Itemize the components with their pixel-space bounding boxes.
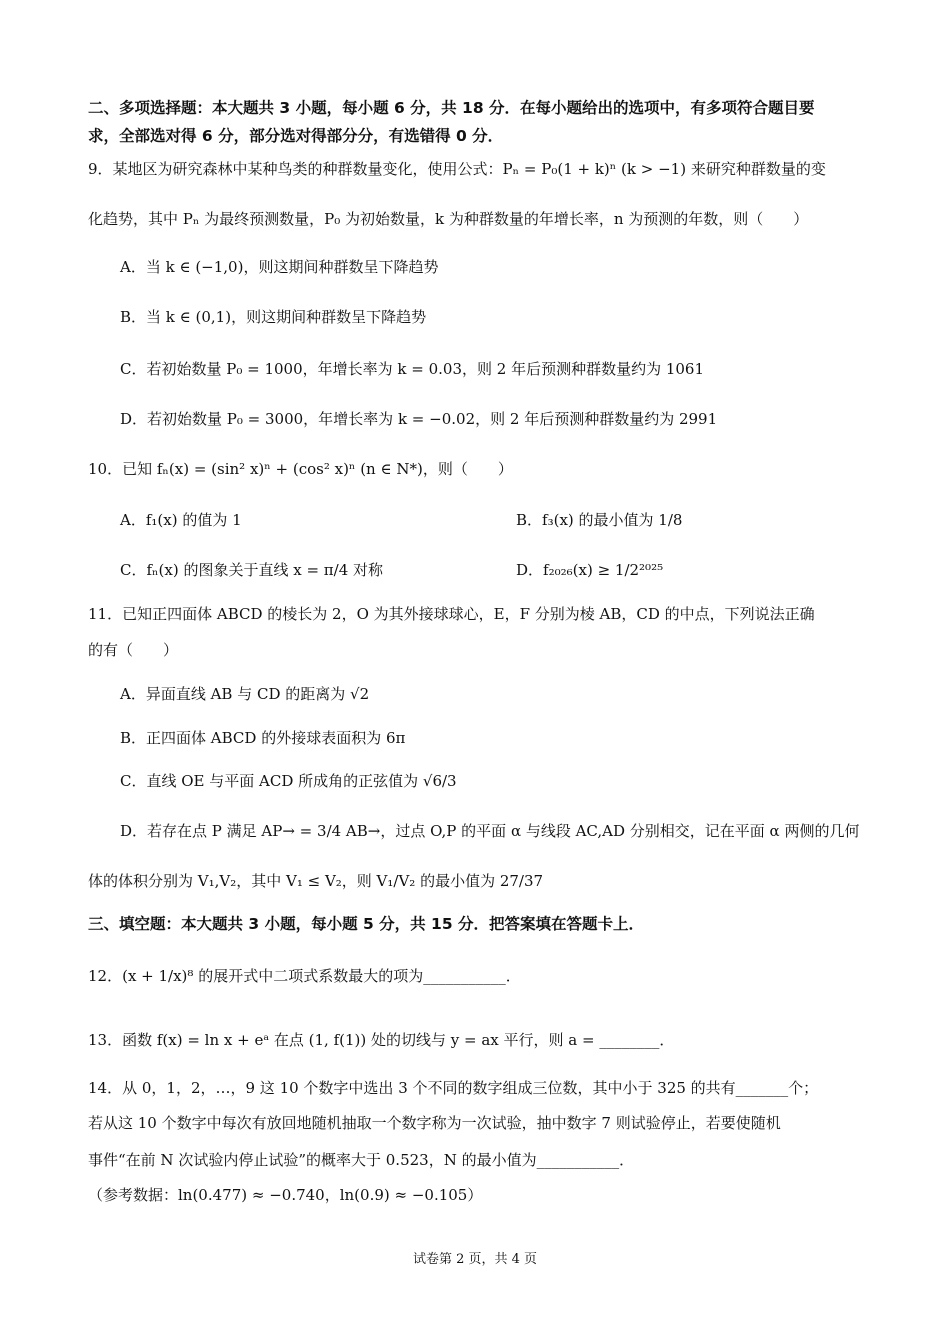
q10-option-c: C．fₙ(x) 的图象关于直线 x = π/4 对称: [120, 561, 384, 579]
q11-option-c: C．直线 OE 与平面 ACD 所成角的正弦值为 √6/3: [120, 772, 457, 790]
section2-heading-line1: 二、多项选择题：本大题共 3 小题，每小题 6 分，共 18 分．在每小题给出的选项中，有多项符合题目要: [88, 99, 815, 117]
q14-reference-data: （参考数据：ln(0.477) ≈ −0.740，ln(0.9) ≈ −0.105）: [88, 1186, 483, 1204]
q14-line1: 14．从 0，1，2，…，9 这 10 个数字中选出 3 个不同的数字组成三位数，其中小于 325 的共有_______个；: [88, 1079, 819, 1097]
q12-stem: 12．(x + 1/x)⁸ 的展开式中二项式系数最大的项为___________．: [88, 967, 521, 985]
q11-stem-line2: 的有（ ）: [88, 641, 179, 659]
q11-option-d-line2: 体的体积分别为 V₁,V₂，其中 V₁ ≤ V₂，则 V₁/V₂ 的最小值为 27/37: [88, 872, 544, 890]
q11-option-b: B．正四面体 ABCD 的外接球表面积为 6π: [120, 729, 406, 747]
q10-option-d: D．f₂₀₂₆(x) ≥ 1/2²⁰²⁵: [516, 561, 664, 579]
q10-option-b: B．f₃(x) 的最小值为 1/8: [516, 511, 683, 529]
q14-line3: 事件“在前 N 次试验内停止试验”的概率大于 0.523，N 的最小值为___________．: [88, 1151, 635, 1169]
q13-stem: 13．函数 f(x) = ln x + eᵃ 在点 (1, f(1)) 处的切线与 y = ax 平行，则 a = ________．: [88, 1031, 675, 1049]
page-footer: 试卷第 2 页，共 4 页: [412, 1252, 538, 1267]
q9-stem-line1: 9．某地区为研究森林中某种鸟类的种群数量变化，使用公式：Pₙ = P₀(1 + k)ⁿ (k > −1) 来研究种群数量的变: [88, 160, 826, 178]
q14-line2: 若从这 10 个数字中每次有放回地随机抽取一个数字称为一次试验，抽中数字 7 则试验停止，若要使随机: [88, 1114, 781, 1132]
q11-stem-line1: 11．已知正四面体 ABCD 的棱长为 2，O 为其外接球球心，E，F 分别为棱 AB，CD 的中点，下列说法正确: [88, 605, 815, 623]
section2-heading-line2: 求，全部选对得 6 分，部分选对得部分分，有选错得 0 分．: [88, 127, 504, 145]
section3-heading: 三、填空题：本大题共 3 小题，每小题 5 分，共 15 分．把答案填在答题卡上．: [88, 915, 645, 933]
q11-option-a: A．异面直线 AB 与 CD 的距离为 √2: [120, 685, 370, 703]
q9-option-b: B．当 k ∈ (0,1)，则这期间种群数呈下降趋势: [120, 308, 427, 326]
q9-option-c: C．若初始数量 P₀ = 1000，年增长率为 k = 0.03，则 2 年后预测种群数量约为 1061: [120, 360, 705, 378]
q9-stem-line2: 化趋势，其中 Pₙ 为最终预测数量，P₀ 为初始数量，k 为种群数量的年增长率，n 为预测的年数，则（ ）: [88, 210, 809, 228]
q10-option-a: A．f₁(x) 的值为 1: [120, 511, 242, 529]
q9-option-d: D．若初始数量 P₀ = 3000，年增长率为 k = −0.02，则 2 年后预测种群数量约为 2991: [120, 410, 718, 428]
q10-stem: 10．已知 fₙ(x) = (sin² x)ⁿ + (cos² x)ⁿ (n ∈ N*)，则（ ）: [88, 460, 513, 478]
q11-option-d-line1: D．若存在点 P 满足 AP→ = 3/4 AB→，过点 O,P 的平面 α 与线段 AC,AD 分别相交，记在平面 α 两侧的几何: [120, 822, 860, 840]
q9-option-a: A．当 k ∈ (−1,0)，则这期间种群数呈下降趋势: [120, 258, 439, 276]
